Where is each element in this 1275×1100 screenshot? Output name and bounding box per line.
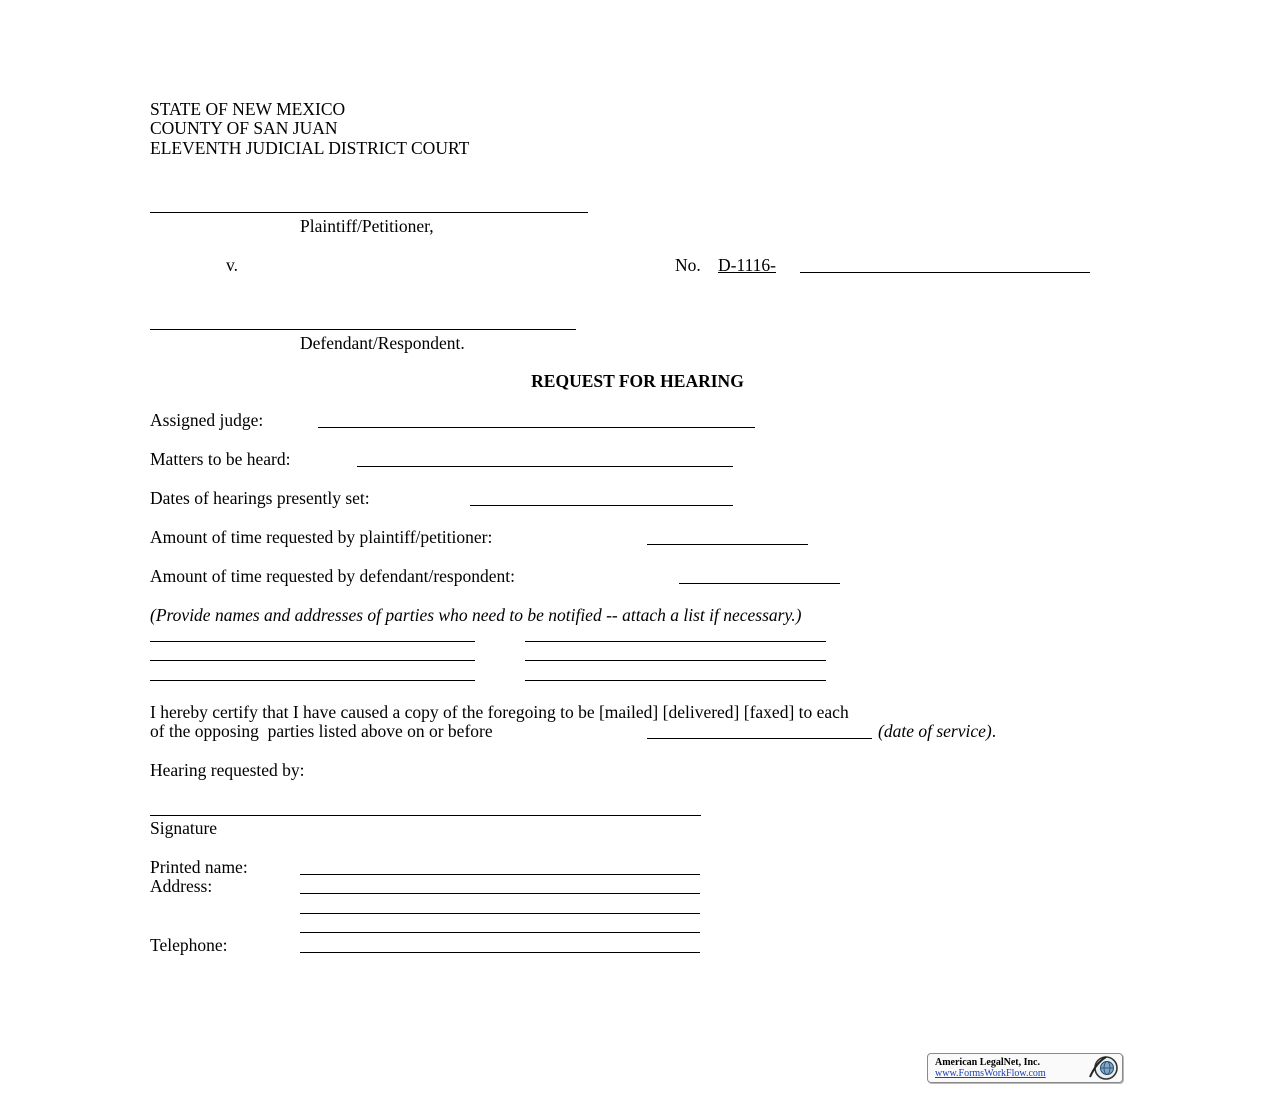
plaintiff-label: Plaintiff/Petitioner, — [300, 216, 434, 236]
party-line-right[interactable] — [525, 641, 826, 642]
time-defendant-line[interactable] — [679, 583, 840, 584]
court-name: ELEVENTH JUDICIAL DISTRICT COURT — [150, 138, 470, 158]
address-line[interactable] — [300, 893, 700, 894]
printed-name-label: Printed name: — [150, 857, 248, 877]
matters-label: Matters to be heard: — [150, 449, 291, 469]
party-line-left[interactable] — [150, 660, 475, 661]
signature-label: Signature — [150, 818, 218, 838]
address-label: Address: — [150, 876, 213, 896]
american-legalnet-logo[interactable] — [927, 1053, 1123, 1083]
globe-logo-icon — [1086, 1055, 1120, 1081]
defendant-name-line[interactable] — [150, 329, 576, 330]
dates-label: Dates of hearings presently set: — [150, 488, 370, 508]
party-line-right[interactable] — [525, 680, 826, 681]
matters-line[interactable] — [357, 466, 733, 467]
party-line-left[interactable] — [150, 680, 475, 681]
party-line-right[interactable] — [525, 660, 826, 661]
date-of-service-note: (date of service) — [878, 721, 992, 741]
certification-line1: I hereby certify that I have caused a copy of the foregoing to be [mailed] [delivered] [faxed] to each — [150, 702, 849, 722]
defendant-label: Defendant/Respondent. — [300, 333, 465, 353]
requested-by-label: Hearing requested by: — [150, 760, 305, 780]
case-number-line[interactable] — [800, 272, 1090, 273]
logo-website-link[interactable]: www.FormsWorkFlow.com — [935, 1068, 1046, 1079]
court-state: STATE OF NEW MEXICO — [150, 99, 346, 119]
telephone-line[interactable] — [300, 952, 700, 953]
address-line[interactable] — [300, 932, 700, 933]
time-defendant-label: Amount of time requested by defendant/respondent: — [150, 566, 515, 586]
party-line-left[interactable] — [150, 641, 475, 642]
assigned-judge-line[interactable] — [318, 427, 755, 428]
time-plaintiff-label: Amount of time requested by plaintiff/petitioner: — [150, 527, 493, 547]
date-of-service-line[interactable] — [647, 738, 872, 739]
certification-line2: of the opposing parties listed above on or before — [150, 721, 493, 741]
certification-period: . — [991, 721, 997, 741]
logo-company-name: American LegalNet, Inc. — [935, 1057, 1040, 1068]
time-plaintiff-line[interactable] — [647, 544, 808, 545]
court-county: COUNTY OF SAN JUAN — [150, 118, 338, 138]
telephone-label: Telephone: — [150, 935, 228, 955]
assigned-judge-label: Assigned judge: — [150, 410, 264, 430]
case-number-prefix: D-1116- — [718, 255, 776, 275]
printed-name-line[interactable] — [300, 874, 700, 875]
parties-instruction: (Provide names and addresses of parties who need to be notified -- attach a list if necessary.) — [150, 605, 802, 625]
plaintiff-name-line[interactable] — [150, 212, 588, 213]
versus-label: v. — [226, 255, 238, 275]
dates-line[interactable] — [470, 505, 733, 506]
form-title: REQUEST FOR HEARING — [531, 371, 744, 391]
address-line[interactable] — [300, 913, 700, 914]
case-number-label: No. — [675, 255, 706, 275]
signature-line[interactable] — [150, 815, 701, 816]
